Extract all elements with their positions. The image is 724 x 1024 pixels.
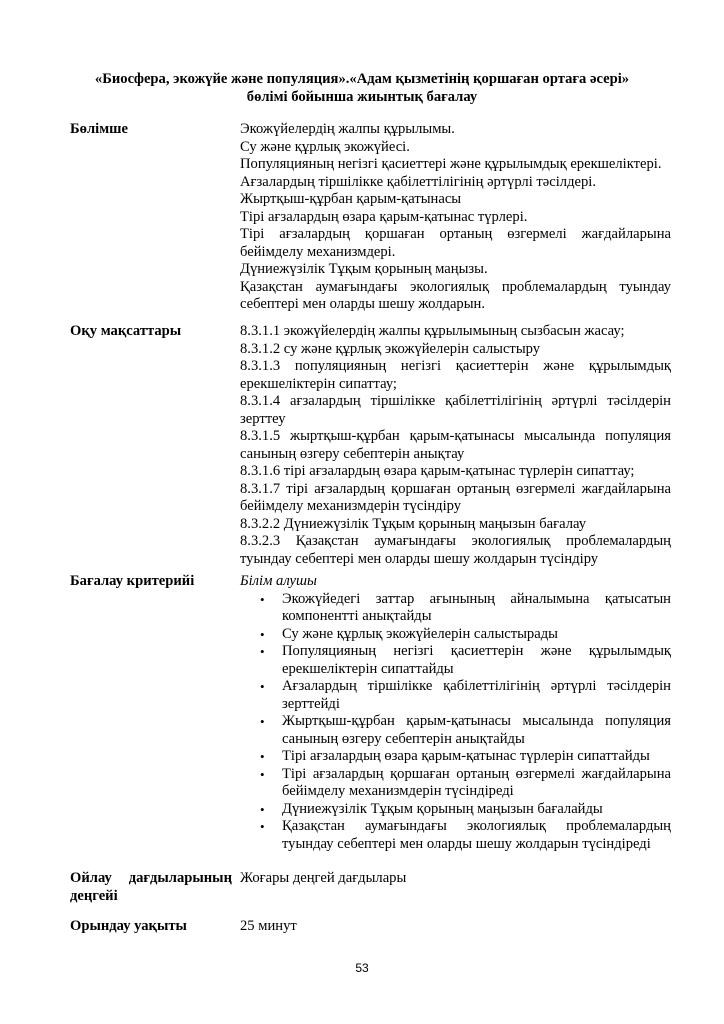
objective-item: 8.3.2.3 Қазақстан аумағындағы экологиялық проблемалардың туындау себептері мен оларды шешу жолдарын түсіндіру	[240, 533, 671, 567]
section-item: Қазақстан аумағындағы экологиялық проблемалардың туындау себептері мен оларды шешу жолдарын.	[240, 278, 671, 312]
objectives-content	[240, 323, 671, 568]
objective-item: 8.3.1.4 ағзалардың тіршілікке қабілеттілігінің әртүрлі тәсілдерін зерттеу	[240, 393, 671, 427]
criteria-item-text: Тірі ағзалардың өзара қарым-қатынас түрлерін сипаттайды	[282, 748, 650, 764]
section-item: Жыртқыш-құрбан қарым-қатынасы	[240, 191, 462, 207]
objective-item: 8.3.1.1 экожүйелердің жалпы құрылымының сызбасын жасау;	[240, 323, 625, 339]
document-title	[40, 70, 684, 106]
criteria-intro: Білім алушы	[240, 573, 317, 589]
section-content	[240, 121, 671, 314]
section-item: Тірі ағзалардың өзара қарым-қатынас түрлері.	[240, 208, 528, 225]
list-item	[240, 801, 671, 819]
section-item: Популяцияның негізгі қасиеттері және құрылымдық ерекшеліктері.	[240, 156, 662, 172]
section-item: Су және құрлық экожүйесі.	[240, 138, 410, 155]
section-item: Экожүйелердің жалпы құрылымы.	[240, 121, 455, 137]
objective-item: 8.3.1.6 тірі ағзалардың өзара қарым-қатынас түрлерін сипаттау;	[240, 463, 635, 479]
list-item	[240, 678, 671, 713]
criteria-label: Бағалау критерийі	[70, 573, 195, 589]
list-item	[240, 591, 671, 626]
list-item	[240, 818, 671, 853]
criteria-item-text: Қазақстан аумағындағы экологиялық проблемалардың туындау себептері мен оларды шешу жолдарын түсіндіреді	[282, 818, 671, 852]
list-item	[240, 643, 671, 678]
criteria-item-text: Дүниежүзілік Тұқым қорының маңызын бағалайды	[282, 800, 603, 817]
objective-item: 8.3.1.2 су және құрлық экожүйелерін салыстыру	[240, 340, 541, 357]
criteria-list	[240, 591, 671, 854]
objective-item: 8.3.1.7 тірі ағзалардың қоршаған ортаның өзгермелі жағдайларына бейімделу механизмдерін түсіндіру	[240, 480, 671, 514]
title-line-2: бөлімі бойынша жиынтық бағалау	[246, 89, 478, 105]
section-label: Бөлімше	[70, 121, 128, 137]
section-item: Дүниежүзілік Тұқым қорының маңызы.	[240, 261, 488, 277]
bullet-icon: •	[260, 644, 265, 659]
bullet-icon: •	[260, 766, 265, 782]
bullet-icon: •	[260, 819, 265, 834]
objective-item: 8.3.1.3 популяцияның негізгі қасиеттерін және құрылымдық ерекшеліктерін сипаттау;	[240, 358, 671, 392]
criteria-content	[240, 573, 671, 853]
bullet-icon: •	[260, 626, 265, 642]
criteria-item-text: Ағзалардың тіршілікке қабілеттілігінің әртүрлі тәсілдерін зерттейді	[282, 678, 671, 712]
list-item	[240, 748, 671, 766]
criteria-item-text: Популяцияның негізгі қасиеттерін және құрылымдық ерекшеліктерін сипаттайды	[282, 643, 671, 677]
thinking-label-line-1: Ойлау дағдыларының	[70, 870, 232, 886]
thinking-label-line-2: деңгейі	[70, 887, 118, 904]
criteria-item-text: Жыртқыш-құрбан қарым-қатынасы мысалында популяция санының өзгеру себептерін анықтайды	[282, 713, 671, 747]
bullet-icon: •	[260, 679, 265, 694]
section-item: Ағзалардың тіршілікке қабілеттілігінің әртүрлі тәсілдері.	[240, 173, 596, 190]
objectives-label: Оқу мақсаттары	[70, 323, 182, 339]
objective-item: 8.3.1.5 жыртқыш-құрбан қарым-қатынасы мысалында популяция санының өзгеру себептерін анықтау	[240, 428, 671, 462]
bullet-icon: •	[260, 749, 265, 764]
bullet-icon: •	[260, 591, 265, 607]
section-item: Тірі ағзалардың қоршаған ортаның өзгермелі жағдайларына бейімделу механизмдері.	[240, 226, 671, 260]
objective-item: 8.3.2.2 Дүниежүзілік Тұқым қорының маңызын бағалау	[240, 515, 587, 532]
time-label: Орындау уақыты	[70, 918, 187, 934]
list-item	[240, 626, 671, 644]
title-line-1: «Биосфера, экожүйе және популяция».«Адам қызметінің қоршаған ортаға әсері»	[94, 71, 630, 87]
thinking-value: Жоғары деңгей дағдылары	[240, 870, 407, 886]
list-item	[240, 713, 671, 748]
page-number: 53	[355, 961, 369, 975]
bullet-icon: •	[260, 714, 265, 729]
criteria-item-text: Тірі ағзалардың қоршаған ортаның өзгермелі жағдайларына бейімделу механизмдерін түсіндіреді	[282, 765, 671, 799]
bullet-icon: •	[260, 801, 265, 817]
list-item	[240, 766, 671, 801]
criteria-item-text: Экожүйедегі заттар ағынының айналымына қатысатын компонентті анықтайды	[282, 590, 671, 624]
thinking-label	[70, 870, 232, 905]
criteria-item-text: Су және құрлық экожүйелерін салыстырады	[282, 625, 558, 642]
time-value: 25 минут	[240, 918, 297, 934]
